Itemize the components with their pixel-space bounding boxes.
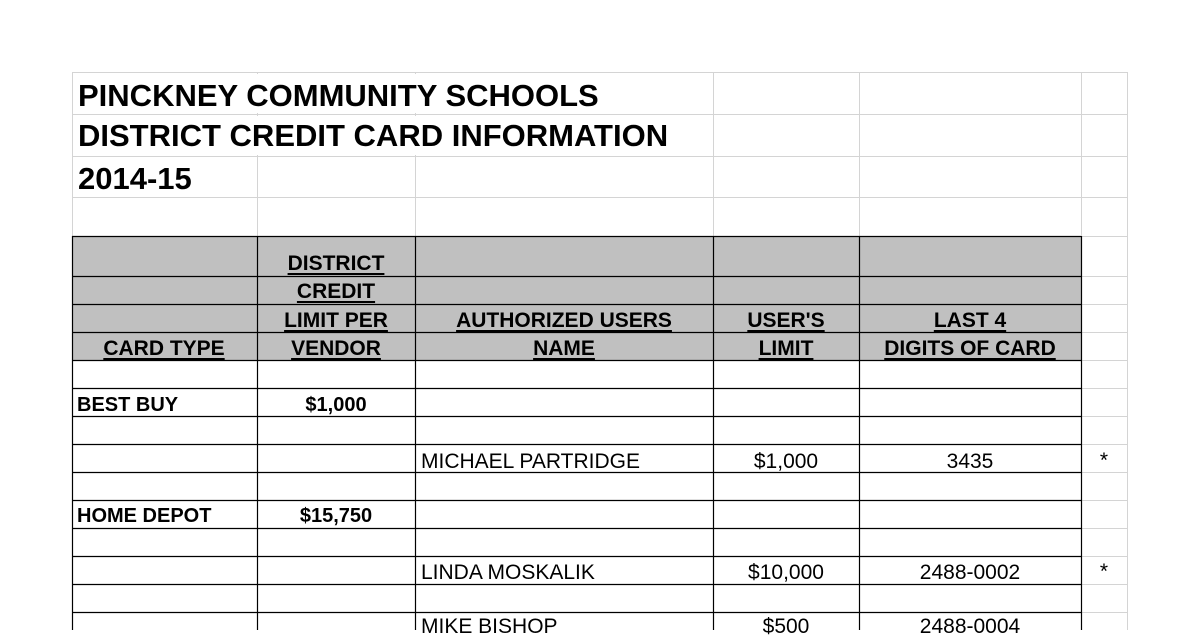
user-card-last4: 2488-0002 xyxy=(919,561,1021,584)
user-limit: $500 xyxy=(762,615,810,638)
header-district-credit-line2: CREDIT xyxy=(296,280,376,303)
user-name: MICHAEL PARTRIDGE xyxy=(421,450,640,473)
user-limit: $1,000 xyxy=(753,450,819,473)
document-subtitle: DISTRICT CREDIT CARD INFORMATION xyxy=(78,118,669,153)
user-card-last4: 3435 xyxy=(946,450,994,473)
header-district-credit-line1: DISTRICT xyxy=(287,252,385,275)
header-last4-line1: LAST 4 xyxy=(933,309,1007,332)
user-name: MIKE BISHOP xyxy=(421,615,558,638)
header-users-limit-line2: LIMIT xyxy=(758,337,814,360)
document-title: PINCKNEY COMMUNITY SCHOOLS xyxy=(78,78,599,113)
header-last4-line2: DIGITS OF CARD xyxy=(884,337,1056,360)
vendor-district-limit: $1,000 xyxy=(305,394,367,416)
header-card-type: CARD TYPE xyxy=(103,337,225,360)
vendor-card-type: HOME DEPOT xyxy=(77,505,212,527)
school-year: 2014-15 xyxy=(78,161,192,196)
user-name: LINDA MOSKALIK xyxy=(421,561,595,584)
vendor-card-type: BEST BUY xyxy=(77,394,179,416)
header-authorized-users-line1: AUTHORIZED USERS xyxy=(456,309,672,332)
header-district-credit-line3: LIMIT PER xyxy=(284,309,388,332)
header-authorized-users-line2: NAME xyxy=(533,337,595,360)
header-users-limit-line1: USER'S xyxy=(747,309,825,332)
user-marker: * xyxy=(1099,560,1109,583)
user-limit: $10,000 xyxy=(748,561,824,584)
user-marker: * xyxy=(1099,449,1109,472)
vendor-district-limit: $15,750 xyxy=(299,505,373,527)
header-district-credit-line4: VENDOR xyxy=(291,337,381,360)
user-card-last4: 2488-0004 xyxy=(919,615,1021,638)
